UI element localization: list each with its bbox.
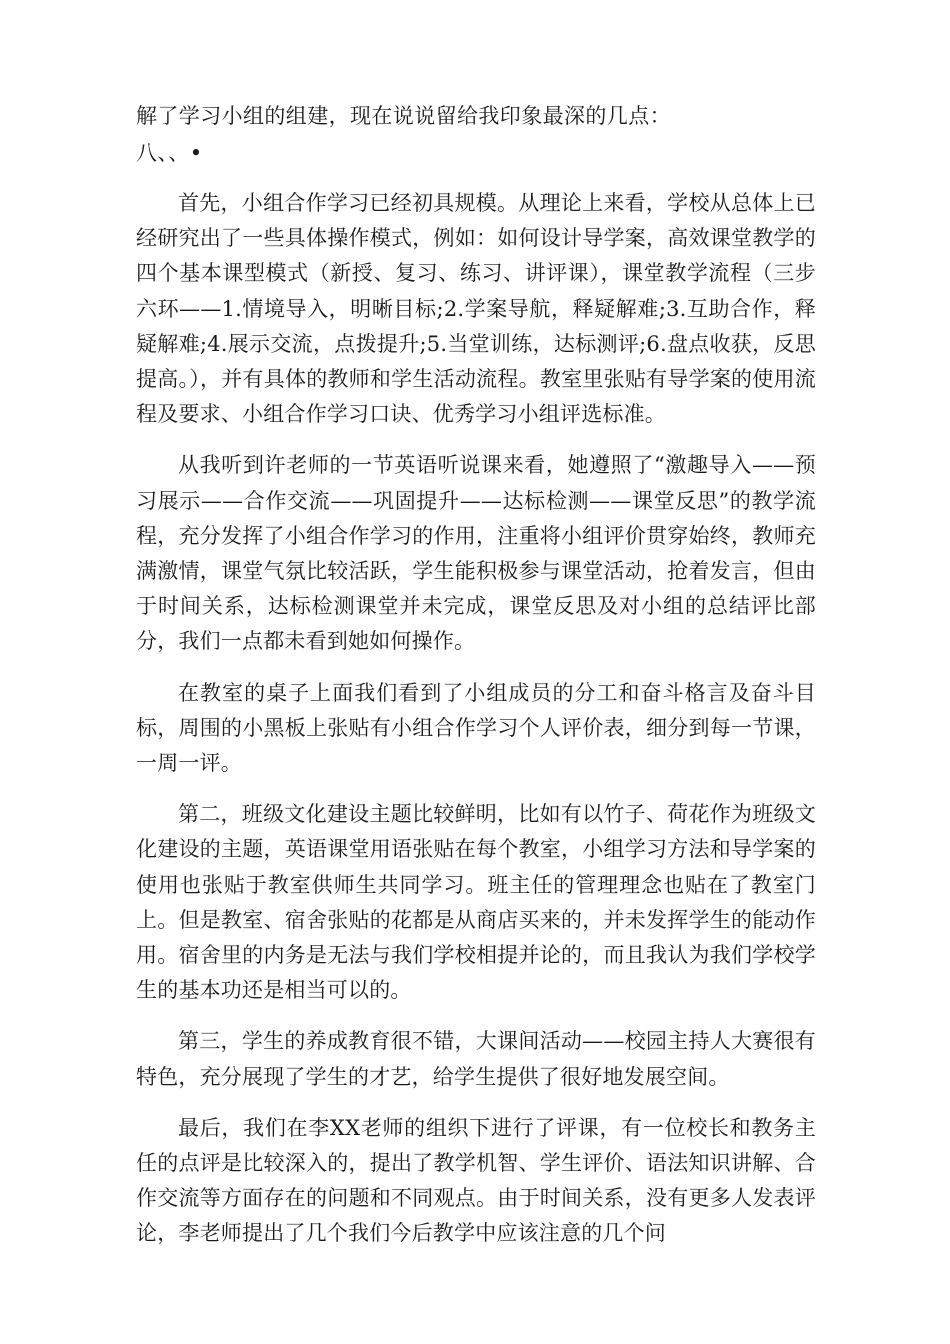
paragraph-third: 第三，学生的养成教育很不错，大课间活动——校园主持人大赛很有特色，充分展现了学生的才艺，给学生提供了很好地发展空间。 — [136, 1029, 816, 1089]
paragraph-classroom-desks: 在教室的桌子上面我们看到了小组成员的分工和奋斗格言及奋斗目标，周围的小黑板上张贴有小组合作学习个人评价表，细分到每一节课，一周一评。 — [136, 680, 816, 776]
document-body — [136, 98, 816, 1268]
marker-line: 八、、• — [136, 141, 203, 165]
lead-line: 解了学习小组的组建，现在说说留给我印象最深的几点： — [136, 104, 671, 128]
paragraph-first: 首先，小组合作学习已经初具规模。从理论上来看，学校从总体上已经研究出了一些具体操作模式，例如：如何设计导学案，高效课堂教学的四个基本课型模式（新授、复习、练习、讲评课），课堂教学流程（三步六环——1.情境导入，明晰目标;2.学案导航，释疑解难;3.互助合作，释疑解难;4.展示交流，点拨提升;5.当堂训练，达标测评;6.盘点收获，反思提高。），并有具体的教师和学生活动流程。教室里张贴有导学案的使用流程及要求、小组合作学习口诀、优秀学习小组评选标准。 — [136, 191, 816, 427]
paragraph-last: 最后，我们在李XX老师的组织下进行了评课，有一位校长和教务主任的点评是比较深入的，提出了教学机智、学生评价、语法知识讲解、合作交流等方面存在的问题和不同观点。由于时间关系，没有更多人发表评论，李老师提出了几个我们今后教学中应该注意的几个问 — [136, 1115, 816, 1246]
paragraph-english-lesson: 从我听到许老师的一节英语听说课来看，她遵照了“激趣导入——预习展示——合作交流——巩固提升——达标检测——课堂反思”的教学流程，充分发挥了小组合作学习的作用，注重将小组评价贯穿始终，教师充满激情，课堂气氛比较活跃，学生能积极参与课堂活动，抢着发言，但由于时间关系，达标检测课堂并未完成，课堂反思及对小组的总结评比部分，我们一点都未看到她如何操作。 — [136, 453, 816, 654]
paragraph-second: 第二，班级文化建设主题比较鲜明，比如有以竹子、荷花作为班级文化建设的主题，英语课堂用语张贴在每个教室，小组学习方法和导学案的使用也张贴于教室供师生共同学习。班主任的管理理念也贴在了教室门上。但是教室、宿舍张贴的花都是从商店买来的，并未发挥学生的能动作用。宿舍里的内务是无法与我们学校相提并论的，而且我认为我们学校学生的基本功还是相当可以的。 — [136, 802, 816, 1003]
